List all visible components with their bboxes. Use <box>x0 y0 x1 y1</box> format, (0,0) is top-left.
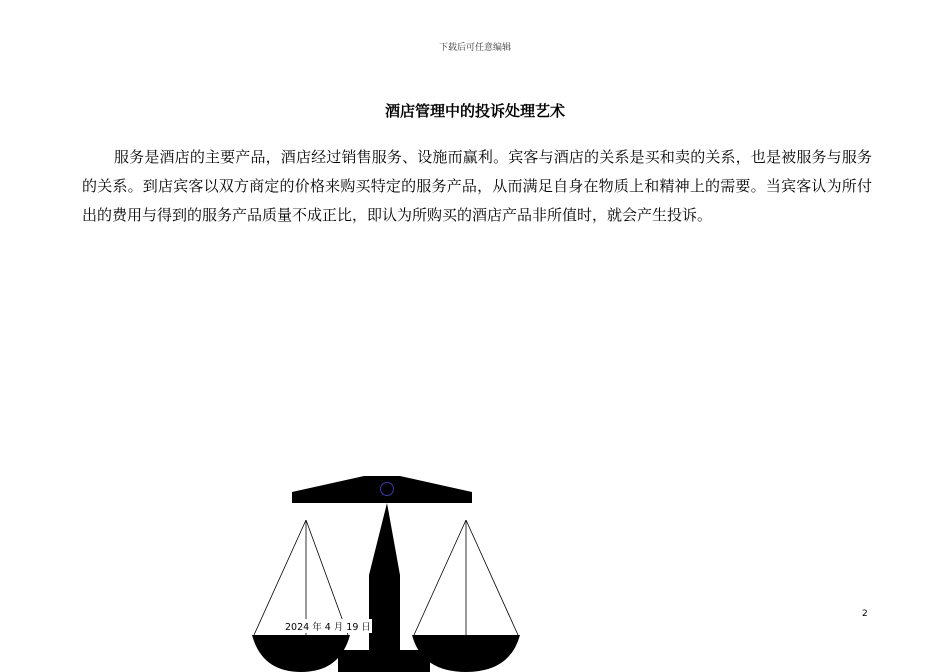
scale-pillar <box>369 503 400 672</box>
balance-scale-icon <box>240 470 540 672</box>
left-pan <box>252 635 350 672</box>
scale-base <box>338 650 430 672</box>
header-note: 下载后可任意编辑 <box>438 43 511 53</box>
left-string <box>254 520 306 635</box>
document-title: 酒店管理中的投诉处理艺术 <box>384 102 565 120</box>
left-string <box>306 520 348 635</box>
footer-date: 2024 年 4 月 19 日 <box>284 619 372 633</box>
page-number: 2 <box>862 609 868 619</box>
right-string <box>414 520 466 635</box>
body-paragraph: 服务是酒店的主要产品，酒店经过销售服务、设施而赢利。宾客与酒店的关系是买和卖的关系，也是被服务与服务的关系。到店宾客以双方商定的价格来购买特定的服务产品，从而满足自身在物质上和精神上的需要。当宾客认为所付出的费用与得到的服务产品质量不成正比，即认为所购买的酒店产品非所值时，就会产生投诉。 <box>82 148 872 224</box>
scale-beam <box>292 476 472 503</box>
right-string <box>466 520 518 635</box>
